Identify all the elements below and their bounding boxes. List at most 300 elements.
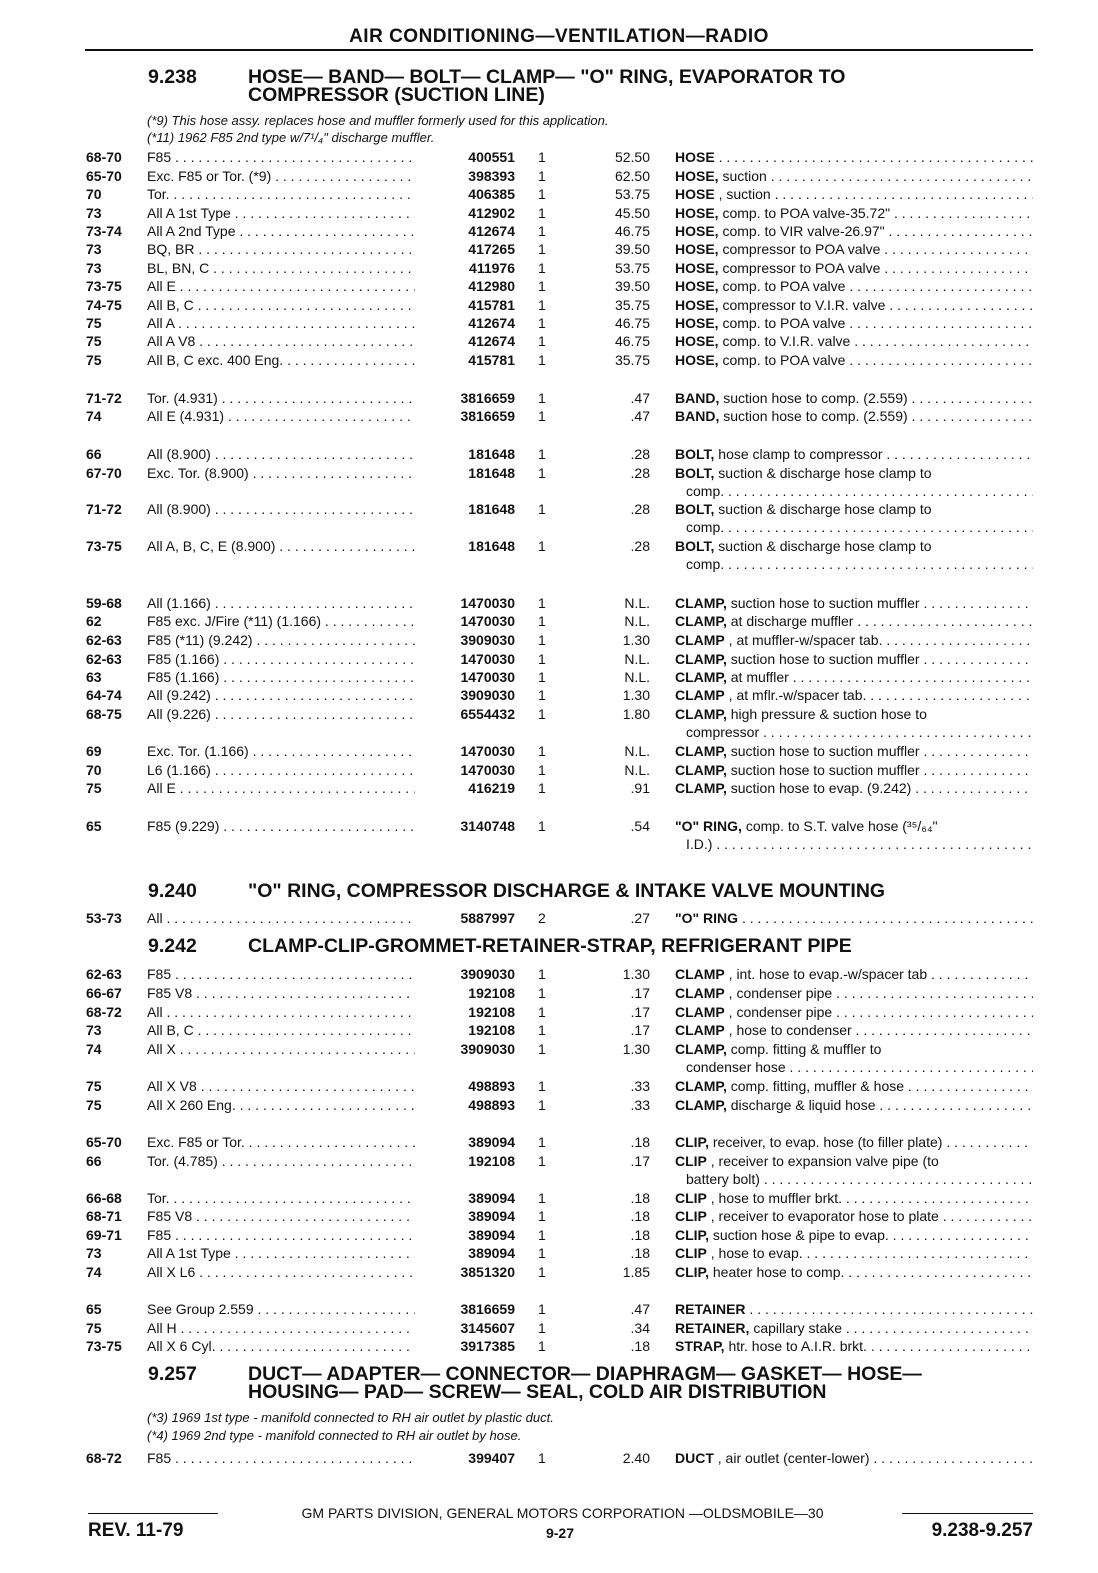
part-name: BOLT, bbox=[675, 501, 715, 517]
part-number: 398393 bbox=[468, 168, 515, 184]
quantity: 1 bbox=[538, 297, 546, 313]
parts-row-continuation bbox=[0, 482, 1098, 500]
quantity: 1 bbox=[538, 651, 546, 667]
quantity: 1 bbox=[538, 278, 546, 294]
part-number: 1470030 bbox=[460, 743, 515, 759]
quantity: 1 bbox=[538, 1004, 546, 1020]
part-number: 3145607 bbox=[460, 1320, 515, 1336]
part-name: CLAMP, bbox=[675, 780, 727, 796]
price: N.L. bbox=[624, 762, 650, 778]
section-note: (*9) This hose assy. replaces hose and muffler formerly used for this application. bbox=[147, 113, 609, 128]
part-number: 5887997 bbox=[460, 910, 515, 926]
model-years: 66 bbox=[86, 446, 102, 462]
section-title: "O" RING, COMPRESSOR DISCHARGE & INTAKE VALVE MOUNTING bbox=[248, 880, 886, 902]
model-years: 74 bbox=[86, 408, 102, 424]
price: 1.85 bbox=[622, 1264, 650, 1280]
part-detail: receiver, to evap. hose (to filler plate) bbox=[712, 1134, 943, 1150]
part-detail: , condenser pipe bbox=[728, 1004, 833, 1020]
price: .47 bbox=[630, 390, 650, 406]
price: .17 bbox=[630, 1004, 650, 1020]
part-number: 6554432 bbox=[460, 706, 515, 722]
model-years: 73 bbox=[86, 241, 102, 257]
application: See Group 2.559 . . . bbox=[147, 1300, 415, 1318]
price: 53.75 bbox=[614, 186, 650, 202]
model-years: 68-70 bbox=[86, 149, 122, 165]
model-years: 62-63 bbox=[86, 651, 122, 667]
part-name: CLAMP, bbox=[675, 595, 727, 611]
price: .18 bbox=[630, 1227, 650, 1243]
part-description bbox=[675, 612, 1033, 630]
part-detail: suction & discharge hose clamp to bbox=[718, 465, 932, 481]
parts-row bbox=[0, 984, 1098, 1002]
model-years: 69-71 bbox=[86, 1227, 122, 1243]
parts-row bbox=[0, 389, 1098, 407]
application: F85 exc. J/Fire (*11) (1.166) . . . bbox=[147, 612, 415, 630]
parts-row bbox=[0, 148, 1098, 166]
price: .18 bbox=[630, 1245, 650, 1261]
part-name: CLAMP, bbox=[675, 706, 727, 722]
part-detail: comp. to POA valve bbox=[722, 352, 846, 368]
price: 35.75 bbox=[614, 297, 650, 313]
part-detail: suction hose to comp. (2.559) bbox=[723, 408, 908, 424]
part-detail: comp. to POA valve bbox=[722, 315, 846, 331]
part-number: 412674 bbox=[468, 333, 515, 349]
price: 62.50 bbox=[614, 168, 650, 184]
part-description bbox=[675, 148, 1033, 166]
parts-row bbox=[0, 1040, 1098, 1058]
application: All A, B, C, E (8.900) . . . bbox=[147, 537, 415, 555]
price: .54 bbox=[630, 818, 650, 834]
part-description bbox=[675, 965, 1033, 983]
parts-row bbox=[0, 650, 1098, 668]
part-number: 412674 bbox=[468, 223, 515, 239]
price: .28 bbox=[630, 465, 650, 481]
parts-row bbox=[0, 277, 1098, 295]
part-description-continued: condenser hose . . . bbox=[686, 1058, 1033, 1076]
parts-row-continuation bbox=[0, 1058, 1098, 1076]
model-years: 66-68 bbox=[86, 1190, 122, 1206]
part-name: HOSE bbox=[675, 186, 715, 202]
quantity: 1 bbox=[538, 743, 546, 759]
model-years: 75 bbox=[86, 1097, 102, 1113]
application: Tor. (4.785) . . . bbox=[147, 1152, 415, 1170]
quantity: 1 bbox=[538, 408, 546, 424]
part-number: 389094 bbox=[468, 1227, 515, 1243]
model-years: 67-70 bbox=[86, 465, 122, 481]
model-years: 63 bbox=[86, 669, 102, 685]
part-number: 192108 bbox=[468, 1153, 515, 1169]
part-name: HOSE, bbox=[675, 297, 719, 313]
part-name: CLIP bbox=[675, 1208, 707, 1224]
price: N.L. bbox=[624, 743, 650, 759]
part-description bbox=[675, 204, 1033, 222]
part-name: HOSE, bbox=[675, 352, 719, 368]
part-detail: comp. fitting & muffler to bbox=[730, 1041, 882, 1057]
application: Tor. . . . bbox=[147, 1189, 415, 1207]
part-description bbox=[675, 817, 1033, 835]
model-years: 75 bbox=[86, 1078, 102, 1094]
price: N.L. bbox=[624, 651, 650, 667]
part-description bbox=[675, 1040, 1033, 1058]
price: .17 bbox=[630, 1153, 650, 1169]
application: F85 . . . bbox=[147, 965, 415, 983]
part-detail: , receiver to evaporator hose to plate bbox=[710, 1208, 939, 1224]
application: F85 (1.166) . . . bbox=[147, 668, 415, 686]
model-years: 73 bbox=[86, 1022, 102, 1038]
part-name: HOSE, bbox=[675, 168, 719, 184]
quantity: 1 bbox=[538, 1041, 546, 1057]
part-description bbox=[675, 1133, 1033, 1151]
section-title: HOSE— BAND— BOLT— CLAMP— "O" RING, EVAPORATOR TO COMPRESSOR (SUCTION LINE) bbox=[248, 66, 846, 106]
price: N.L. bbox=[624, 595, 650, 611]
application: All (8.900) . . . bbox=[147, 500, 415, 518]
part-description bbox=[675, 1003, 1033, 1021]
part-name: HOSE bbox=[675, 149, 715, 165]
part-description bbox=[675, 407, 1033, 425]
part-number: 415781 bbox=[468, 297, 515, 313]
parts-row bbox=[0, 1337, 1098, 1355]
part-detail: comp. fitting, muffler & hose bbox=[730, 1078, 905, 1094]
quantity: 1 bbox=[538, 1320, 546, 1336]
part-number: 389094 bbox=[468, 1134, 515, 1150]
part-number: 389094 bbox=[468, 1245, 515, 1261]
part-description bbox=[675, 240, 1033, 258]
part-description bbox=[675, 277, 1033, 295]
part-detail: comp. to POA valve-35.72" bbox=[722, 205, 891, 221]
part-detail: suction hose to evap. (9.242) bbox=[730, 780, 912, 796]
part-description bbox=[675, 742, 1033, 760]
price: .33 bbox=[630, 1078, 650, 1094]
part-name: HOSE, bbox=[675, 315, 719, 331]
part-number: 412902 bbox=[468, 205, 515, 221]
part-description bbox=[675, 1319, 1033, 1337]
part-detail: suction bbox=[722, 168, 767, 184]
price: .17 bbox=[630, 985, 650, 1001]
part-description-continued: comp. . . . bbox=[686, 555, 1033, 573]
model-years: 74 bbox=[86, 1264, 102, 1280]
part-number: 181648 bbox=[468, 538, 515, 554]
section-number: 9.257 bbox=[148, 1363, 197, 1385]
parts-row bbox=[0, 1226, 1098, 1244]
model-years: 68-72 bbox=[86, 1004, 122, 1020]
application: F85 . . . bbox=[147, 1226, 415, 1244]
part-name: CLAMP, bbox=[675, 613, 727, 629]
parts-row bbox=[0, 686, 1098, 704]
part-name: HOSE, bbox=[675, 241, 719, 257]
part-detail: comp. to POA valve bbox=[722, 278, 846, 294]
part-name: CLAMP bbox=[675, 1004, 725, 1020]
parts-row bbox=[0, 1319, 1098, 1337]
part-number: 417265 bbox=[468, 241, 515, 257]
section-title: CLAMP-CLIP-GROMMET-RETAINER-STRAP, REFRIGERANT PIPE bbox=[248, 935, 852, 957]
quantity: 1 bbox=[538, 687, 546, 703]
price: .18 bbox=[630, 1208, 650, 1224]
model-years: 68-72 bbox=[86, 1450, 122, 1466]
parts-row bbox=[0, 965, 1098, 983]
quantity: 1 bbox=[538, 1450, 546, 1466]
part-number: 181648 bbox=[468, 465, 515, 481]
part-description bbox=[675, 984, 1033, 1002]
quantity: 1 bbox=[538, 632, 546, 648]
price: .18 bbox=[630, 1190, 650, 1206]
application: Tor. . . . bbox=[147, 185, 415, 203]
model-years: 74-75 bbox=[86, 297, 122, 313]
parts-row bbox=[0, 464, 1098, 482]
part-name: HOSE, bbox=[675, 205, 719, 221]
parts-row bbox=[0, 1003, 1098, 1021]
parts-row bbox=[0, 631, 1098, 649]
parts-row bbox=[0, 445, 1098, 463]
parts-row-continuation bbox=[0, 723, 1098, 741]
parts-row bbox=[0, 705, 1098, 723]
parts-row bbox=[0, 668, 1098, 686]
model-years: 66-67 bbox=[86, 985, 122, 1001]
price: 46.75 bbox=[614, 315, 650, 331]
part-number: 1470030 bbox=[460, 651, 515, 667]
parts-row bbox=[0, 185, 1098, 203]
parts-row bbox=[0, 1152, 1098, 1170]
part-description bbox=[675, 537, 1033, 555]
parts-row bbox=[0, 1189, 1098, 1207]
part-description bbox=[675, 1021, 1033, 1039]
section-title: DUCT— ADAPTER— CONNECTOR— DIAPHRAGM— GASKET— HOSE— HOUSING— PAD— SCREW— SEAL, COLD AIR DISTRIBUTION bbox=[248, 1363, 922, 1403]
quantity: 1 bbox=[538, 1190, 546, 1206]
part-detail: suction hose to suction muffler bbox=[730, 651, 920, 667]
parts-row bbox=[0, 407, 1098, 425]
part-name: CLAMP bbox=[675, 687, 725, 703]
part-name: CLIP bbox=[675, 1245, 707, 1261]
part-description bbox=[675, 222, 1033, 240]
part-number: 3816659 bbox=[460, 408, 515, 424]
quantity: 1 bbox=[538, 186, 546, 202]
quantity: 1 bbox=[538, 1208, 546, 1224]
quantity: 1 bbox=[538, 1264, 546, 1280]
parts-row bbox=[0, 222, 1098, 240]
part-detail: high pressure & suction hose to bbox=[730, 706, 927, 722]
model-years: 73 bbox=[86, 1245, 102, 1261]
part-number: 192108 bbox=[468, 1022, 515, 1038]
quantity: 1 bbox=[538, 260, 546, 276]
part-description bbox=[675, 1300, 1033, 1318]
application: All E (4.931) . . . bbox=[147, 407, 415, 425]
part-name: "O" RING, bbox=[675, 818, 742, 834]
part-description bbox=[675, 351, 1033, 369]
price: 52.50 bbox=[614, 149, 650, 165]
parts-row bbox=[0, 332, 1098, 350]
part-number: 406385 bbox=[468, 186, 515, 202]
quantity: 1 bbox=[538, 966, 546, 982]
part-number: 181648 bbox=[468, 446, 515, 462]
parts-row-continuation bbox=[0, 835, 1098, 853]
part-description-continued: compressor . . . bbox=[686, 723, 1033, 741]
part-name: CLAMP bbox=[675, 1022, 725, 1038]
part-detail: capillary stake bbox=[753, 1320, 843, 1336]
quantity: 1 bbox=[538, 390, 546, 406]
part-detail: , at muffler-w/spacer tab. bbox=[728, 632, 883, 648]
part-number: 3909030 bbox=[460, 632, 515, 648]
part-description bbox=[675, 631, 1033, 649]
section-note: (*11) 1962 F85 2nd type w/7¹/₄" discharge muffler. bbox=[147, 130, 435, 145]
part-name: BAND, bbox=[675, 408, 720, 424]
parts-row bbox=[0, 296, 1098, 314]
parts-row bbox=[0, 259, 1098, 277]
application: F85 V8 . . . bbox=[147, 1207, 415, 1225]
part-description bbox=[675, 686, 1033, 704]
part-description bbox=[675, 1337, 1033, 1355]
application: All A . . . bbox=[147, 314, 415, 332]
part-number: 412980 bbox=[468, 278, 515, 294]
model-years: 75 bbox=[86, 333, 102, 349]
part-description bbox=[675, 909, 1033, 927]
application: BQ, BR . . . bbox=[147, 240, 415, 258]
part-description bbox=[675, 779, 1033, 797]
quantity: 1 bbox=[538, 1227, 546, 1243]
part-name: CLAMP bbox=[675, 985, 725, 1001]
part-description bbox=[675, 185, 1033, 203]
part-detail: comp. to S.T. valve hose (³⁵/₆₄" bbox=[745, 818, 938, 834]
parts-row bbox=[0, 167, 1098, 185]
part-detail: suction hose to suction muffler bbox=[730, 762, 920, 778]
application: All X L6 . . . bbox=[147, 1263, 415, 1281]
price: 39.50 bbox=[614, 241, 650, 257]
application: All E . . . bbox=[147, 779, 415, 797]
quantity: 1 bbox=[538, 1245, 546, 1261]
price: 1.30 bbox=[622, 966, 650, 982]
application: All B, C . . . bbox=[147, 296, 415, 314]
part-detail: suction & discharge hose clamp to bbox=[718, 538, 932, 554]
part-number: 3917385 bbox=[460, 1338, 515, 1354]
section-note: (*4) 1969 2nd type - manifold connected to RH air outlet by hose. bbox=[147, 1428, 522, 1443]
part-name: BAND, bbox=[675, 390, 720, 406]
part-number: 3909030 bbox=[460, 687, 515, 703]
part-number: 3816659 bbox=[460, 390, 515, 406]
part-detail: comp. to VIR valve-26.97" bbox=[722, 223, 885, 239]
part-description bbox=[675, 1189, 1033, 1207]
application: L6 (1.166) . . . bbox=[147, 761, 415, 779]
price: 45.50 bbox=[614, 205, 650, 221]
part-number: 416219 bbox=[468, 780, 515, 796]
parts-row bbox=[0, 500, 1098, 518]
part-name: CLAMP, bbox=[675, 651, 727, 667]
footer-revision: REV. 11-79 bbox=[88, 1520, 184, 1541]
price: .34 bbox=[630, 1320, 650, 1336]
model-years: 73-74 bbox=[86, 223, 122, 239]
application: F85 V8 . . . bbox=[147, 984, 415, 1002]
part-detail: , hose to condenser bbox=[728, 1022, 852, 1038]
page-header-title: AIR CONDITIONING—VENTILATION—RADIO bbox=[349, 26, 769, 47]
part-number: 399407 bbox=[468, 1450, 515, 1466]
application: All E . . . bbox=[147, 277, 415, 295]
part-number: 411976 bbox=[469, 260, 515, 276]
application: All A 1st Type . . . bbox=[147, 204, 415, 222]
part-description bbox=[675, 332, 1033, 350]
parts-row bbox=[0, 1077, 1098, 1095]
section-note: (*3) 1969 1st type - manifold connected to RH air outlet by plastic duct. bbox=[147, 1410, 554, 1425]
part-name: CLIP bbox=[675, 1190, 707, 1206]
parts-row bbox=[0, 1449, 1098, 1467]
application: Tor. (4.931) . . . bbox=[147, 389, 415, 407]
part-number: 3909030 bbox=[460, 1041, 515, 1057]
parts-row bbox=[0, 742, 1098, 760]
model-years: 68-71 bbox=[86, 1208, 122, 1224]
footer-publisher: GM PARTS DIVISION, GENERAL MOTORS CORPORATION —OLDSMOBILE—30 bbox=[301, 1505, 824, 1521]
model-years: 73 bbox=[86, 260, 102, 276]
price: 46.75 bbox=[614, 333, 650, 349]
part-detail: compressor to POA valve bbox=[722, 260, 881, 276]
price: .28 bbox=[630, 538, 650, 554]
part-description bbox=[675, 464, 1033, 482]
model-years: 73-75 bbox=[86, 538, 122, 554]
part-description bbox=[675, 167, 1033, 185]
quantity: 1 bbox=[538, 1338, 546, 1354]
application: Exc. Tor. (8.900) . . . bbox=[147, 464, 415, 482]
price: 46.75 bbox=[614, 223, 650, 239]
parts-row bbox=[0, 817, 1098, 835]
part-detail: at discharge muffler bbox=[730, 613, 854, 629]
model-years: 62 bbox=[86, 613, 102, 629]
quantity: 1 bbox=[538, 1134, 546, 1150]
application: All (9.242) . . . bbox=[147, 686, 415, 704]
quantity: 1 bbox=[538, 595, 546, 611]
part-name: HOSE, bbox=[675, 260, 719, 276]
application: All H . . . bbox=[147, 1319, 415, 1337]
quantity: 1 bbox=[538, 241, 546, 257]
part-detail: , hose to evap. bbox=[710, 1245, 803, 1261]
part-name: CLIP, bbox=[675, 1134, 709, 1150]
price: .47 bbox=[630, 1301, 650, 1317]
quantity: 1 bbox=[538, 465, 546, 481]
part-number: 181648 bbox=[468, 501, 515, 517]
quantity: 1 bbox=[538, 149, 546, 165]
model-years: 75 bbox=[86, 1320, 102, 1336]
part-description bbox=[675, 1096, 1033, 1114]
application: F85 (9.229) . . . bbox=[147, 817, 415, 835]
parts-row bbox=[0, 594, 1098, 612]
part-description bbox=[675, 1263, 1033, 1281]
quantity: 1 bbox=[538, 315, 546, 331]
model-years: 70 bbox=[86, 186, 102, 202]
price: 1.80 bbox=[622, 706, 650, 722]
price: .17 bbox=[630, 1022, 650, 1038]
model-years: 59-68 bbox=[86, 595, 122, 611]
part-number: 192108 bbox=[468, 1004, 515, 1020]
quantity: 1 bbox=[538, 1078, 546, 1094]
part-name: CLAMP, bbox=[675, 762, 727, 778]
part-description-continued: I.D.) . . . bbox=[686, 835, 1033, 853]
part-name: RETAINER, bbox=[675, 1320, 750, 1336]
parts-row bbox=[0, 351, 1098, 369]
part-name: BOLT, bbox=[675, 538, 715, 554]
part-detail: , int. hose to evap.-w/spacer tab bbox=[728, 966, 928, 982]
parts-row bbox=[0, 1021, 1098, 1039]
part-number: 400551 bbox=[468, 149, 515, 165]
part-name: HOSE, bbox=[675, 278, 719, 294]
parts-row bbox=[0, 761, 1098, 779]
part-description bbox=[675, 650, 1033, 668]
part-name: CLIP, bbox=[675, 1264, 709, 1280]
part-detail: suction hose to suction muffler bbox=[730, 595, 920, 611]
parts-row bbox=[0, 909, 1098, 927]
part-description bbox=[675, 594, 1033, 612]
price: 1.30 bbox=[622, 1041, 650, 1057]
footer-rule-right bbox=[902, 1513, 1033, 1514]
quantity: 1 bbox=[538, 205, 546, 221]
model-years: 62-63 bbox=[86, 966, 122, 982]
application: All (9.226) . . . bbox=[147, 705, 415, 723]
part-name: BOLT, bbox=[675, 465, 715, 481]
part-number: 1470030 bbox=[460, 595, 515, 611]
part-number: 498893 bbox=[468, 1097, 515, 1113]
